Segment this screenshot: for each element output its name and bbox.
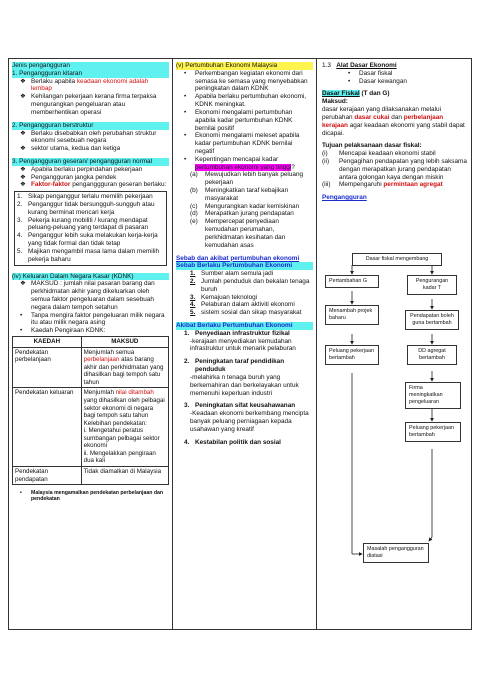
flow-box-masalah-diatasi: Masalah pengangguran diatasi <box>363 543 429 563</box>
footnote: • Malaysia mengamalkan pendekatan perbelanjaan dan pendekatan <box>20 490 164 503</box>
list-item: ❖ Apabila berlaku perpindahan pekerjaan <box>20 165 143 173</box>
table-row: Pendekatan perbelanjaan Menjumlah semua perbelanjaan atas barang akhir dan perkhidmatan yang dihasilkan bagi tempoh satu tahun <box>13 347 169 388</box>
heading-jenis: Jenis pengangguran <box>12 62 169 70</box>
flowchart <box>317 59 471 629</box>
list-item: • Tanpa mengira faktor pengeluaran milik negara itu atau milik negara asing <box>20 311 165 327</box>
column-right: 1.3 Alat Dasar Ekonomi • Dasar fiskal • Dasar kewangan Dasar Fiskal (T dan G) Maksud: dasar kerajaan yang dilaksanakan melalui perubahan dasar cukai dan perbelanjaan kerajaan agar keadaan ekonomi yang stabil dapat dicapai. Tujuan pelaksanaan dasar fiskal: (i) Mencapai keadaan ekonomi stabil (ii) Pengagihan pendapatan yang lebih saksama dengan merapatkan jurang pendapatan antara golongan kaya dengan miskin (iii) Mempengaruhi permintaan agregat Pengangguran Dasar fiskal mengembang Pertambahan G Pengurangan kadar T Menambah projek baharu Pendapatan boleh guna bertambah Peluang pekerjaan bertambah DD agregat bertambah Firma meningkatkan pengeluaran Peluang pekerjaan bertambah Masalah pengangguran diatasi <box>317 59 471 629</box>
list-item: 4. Kestabilan politik dan sosial <box>184 438 281 446</box>
heading-berstruktur: 2. Pengangguran berstruktur <box>12 122 169 130</box>
list-item: ❖ Faktor-faktor penganggguran geseran berlaku: <box>20 181 167 189</box>
flow-box-dasar-fiskal: Dasar fiskal mengembang <box>352 253 442 266</box>
list-item: 1. Penyediaan infrastruktur fizikal <box>184 329 290 337</box>
list-item: 3. Pekerja kurang mobiliti / kurang mendapat peluang-peluang yang terdapat di pasaran <box>17 216 149 232</box>
factors-box <box>14 191 167 265</box>
list-item: • Dasar kewangan <box>348 77 407 85</box>
list-item: (a) Mewujudkan lebih banyak peluang pekerjaan <box>190 171 304 187</box>
list-item: • Perkembangan kegiatan ekonomi dari semasa ke semasa yang menyebabkan peningkatan dalam KDNK <box>184 69 308 93</box>
notes-page <box>8 58 472 630</box>
flow-box-peluang-pekerjaan-2: Peluang pekerjaan bertambah <box>405 422 461 442</box>
table-row: Pendekatan keluaran Menjumlah nilai ditambah yang dihasilkan oleh pelbagai sektor ekonomi di negara bagi tempoh satu tahun Kelebihan pendekatan: i. Mengetahui peratus sumbangan pelbagai sektor ekonomi ii. Mengelakkan pengiraan dua kali <box>13 388 169 467</box>
list-item: • Ekonomi mengalami meleset apabila kadar pertumbuhan KDNK bernilai negatif <box>184 132 300 155</box>
list-item: (iii) Mempengaruhi permintaan agregat <box>322 181 443 189</box>
list-item: (i) Mencapai keadaan ekonomi stabil <box>322 150 436 158</box>
list-item: ❖ Pengangguran jangka pendek <box>20 173 117 181</box>
table-header: MAKSUD <box>81 337 168 348</box>
flow-box-pendapatan-boleh-guna: Pendapatan boleh guna bertambah <box>405 310 459 330</box>
list-item: • Apabila berlaku pertumbuhan ekonomi, KDNK meningkat. <box>184 93 307 109</box>
heading-geseran: 3. Pengangguran geseran/ pengangguran normal <box>12 158 169 166</box>
list-item: (d) Merapatkan jurang pendapatan <box>190 210 294 218</box>
list-item: 4. Penganggur lebih suka melakukan kerja-kerja yang tidak formal dan tidak tetap <box>17 232 158 248</box>
heading-alat: 1.3 Alat Dasar Ekonomi <box>322 62 397 69</box>
heading-dasar-fiskal: Dasar Fiskal (T dan G) <box>322 90 390 98</box>
list-item: ❖ Berlaku apabila keadaan ekonomi adalah lembap <box>20 77 149 93</box>
column-middle: (v) Pertumbuhan Ekonomi Malaysia • Perkembangan kegiatan ekonomi dari semasa ke semasa yang menyebabkan peningkatan dalam KDNK • Apabila berlaku pertumbuhan ekonomi, KDNK meningkat. • Ekonomi mengalami pertumbuhan apabila kadar pertumbuhan KDNK bernilai positif • Ekonomi mengalami meleset apabila kadar pertumbuhan KDNK bernilai negatif • Kepentingan mencapai kadar pertumbuhan ekonomi yang tinggi? (a) Mewujudkan lebih banyak peluang pekerjaan (b) Meningkatkan taraf kebajikan masyarakat (c) Mengurangkan kadar kemiskinan (d) Merapatkan jurang pendapatan (e) Mempercepat penyediaan kemudahan perumahan, perkhidmatan kesihatan dan kemudahan asas Sebab dan akibat pertumbuhan ekonomi Sebab Berlaku Pertumbuhan Ekonomi 1. Sumber alam semula jadi 2. Jumlah penduduk dan bekalan tenaga buruh 3. Kemajuan teknologi 4. Pelaburan dalam aktiviti ekonomi 5. sistem sosial dan sikap masyarakat Akibat Berlaku Pertumbuhan Ekonomi 1. Penyediaan infrastruktur fizikal -kerajaan menyediakan kemudahan infrastruktur untuk menarik pelaburan 2. Peningkatan taraf pendidikan penduduk -melahirka n tenaga buruh yang berkemahiran dan berkelayakan untuk memenuhi keperluan industri 3. Peningkatan sifat keusahawanan -Keadaan ekonomi berkembang mencipta banyak peluang perniagaan kepada usahawan yang kreatif 4. Kestabilan politik dan sosial <box>173 59 317 629</box>
list-item: (c) Mengurangkan kadar kemiskinan <box>190 202 300 210</box>
list-item: ❖ Kehilangan pekerjaan kerana firma terpaksa mengurangkan pengeluaran atau memberhentikan operasi <box>20 93 157 116</box>
list-item: 3. Kemajuan teknologi <box>190 293 258 301</box>
kdnk-table <box>12 336 169 485</box>
list-item: ❖ Berlaku disebabkan oleh perubahan struktur ekonomi sesebuah negara <box>20 129 157 145</box>
heading-pengangguran: Pengangguran <box>322 194 367 202</box>
list-item: 2. Peningkatan taraf pendidikan penduduk <box>184 358 285 374</box>
list-item: (b) Meningkatkan taraf kebajikan masyarakat <box>190 187 289 202</box>
maksud-text: dasar kerajaan yang dilaksanakan melalui perubahan dasar cukai dan perbelanjaan kerajaan agar keadaan ekonomi yang stabil dapat dicapai. <box>322 106 465 137</box>
list-item: 3. Peningkatan sifat keusahawanan <box>184 402 296 410</box>
list-item: 2. Jumlah penduduk dan bekalan tenaga buruh <box>190 277 310 293</box>
flow-box-firma-pengeluaran: Firma meningkatkan pengeluaran <box>405 382 461 409</box>
table-row: Pendekatan pendapatan Tidak diamalkan di Malaysia <box>13 467 169 485</box>
list-item: (e) Mempercepat penyediaan kemudahan perumahan, perkhidmatan kesihatan dan kemudahan asas <box>190 218 286 249</box>
heading-sebab: Sebab Berlaku Pertumbuhan Ekonomi <box>176 262 313 270</box>
heading-akibat: Akibat Berlaku Pertumbuhan Ekonomi <box>176 322 313 330</box>
list-item: • Kaedah Pengiraan KDNK: <box>20 327 106 335</box>
heading-kdnk: (iv) Keluaran Dalam Negara Kasar (KDNK) <box>12 273 169 281</box>
flow-box-projek-baharu: Menambah projek baharu <box>325 305 379 325</box>
table-header: KAEDAH <box>13 337 82 348</box>
flow-box-dd-agregat: DD agregat bertambah <box>407 345 457 365</box>
list-item: 1. Sikap penganggur terlalu memilih pekerjaan <box>17 193 153 201</box>
list-item: 1. Sumber alam semula jadi <box>190 270 274 278</box>
list-item: • Kepentingan mencapai kadar pertumbuhan ekonomi yang tinggi? <box>184 155 295 171</box>
heading-pertumbuhan: (v) Pertumbuhan Ekonomi Malaysia <box>176 62 313 70</box>
list-item: 5. Majikan mengambil masa lama dalam memilih pekerja baharu <box>17 247 160 263</box>
heading-kitaran: 1. Pengangguran kitaran <box>12 70 169 78</box>
list-item: ❖ sektor utama, kedua dan ketiga <box>20 145 121 153</box>
list-item: ❖ MAKSUD : jumlah nilai pasaran barang dan perkhidmatan akhir yang dikeluarkan oleh semua faktor pengeluaran dalam sesebuah negara dalam tempoh setahun <box>20 280 155 311</box>
list-item: 5. sistem sosial dan sikap masyarakat <box>190 309 302 317</box>
list-item: (ii) Pengagihan pendapatan yang lebih saksama dengan merapatkan jurang pendapatan antara golongan kaya dengan miskin <box>322 157 467 181</box>
flow-box-peluang-pekerjaan-1: Peluang pekerjaan bertambah <box>325 345 379 365</box>
flow-box-pertambahan-g: Pertambahan G <box>325 275 379 288</box>
flow-box-pengurangan-t: Pengurangan kadar T <box>407 275 457 295</box>
column-left <box>9 59 173 629</box>
list-item: • Dasar fiskal <box>348 69 393 77</box>
list-item: 2. Penganggur tidak bersungguh-sungguh atau kurang berminat mencari kerja <box>17 201 155 216</box>
list-item: 4. Pelaburan dalam aktiviti ekonomi <box>190 301 295 309</box>
list-item: • Ekonomi mengalami pertumbuhan apabila kadar pertumbuhan KDNK bernilai positif <box>184 108 293 132</box>
heading-sebab-akibat: Sebab dan akibat pertumbuhan ekonomi <box>176 254 300 262</box>
